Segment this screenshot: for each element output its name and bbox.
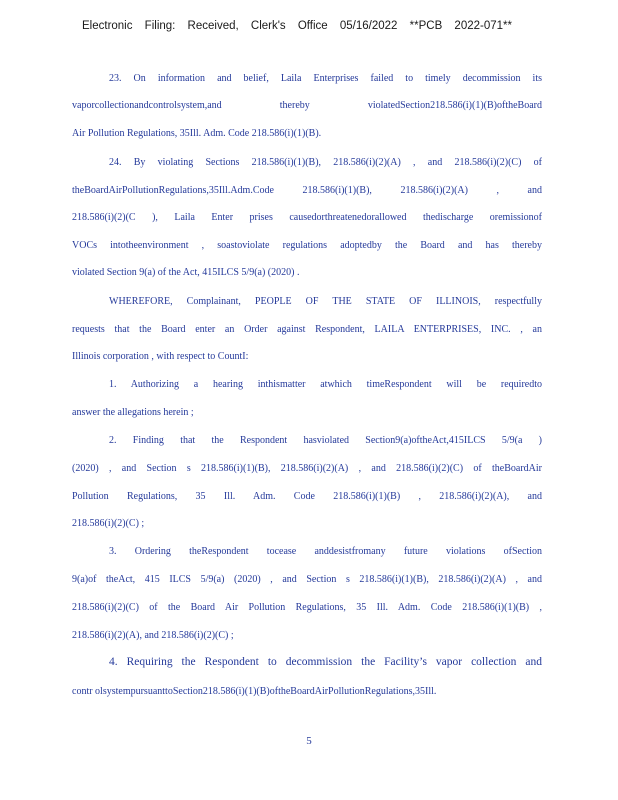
relief-item-3-line-3: 218.586(i)(2)(C) of the Board Air Pollution Regulations, 35 Ill. Adm. Code 218.586(i)(1)(B) , <box>72 602 542 613</box>
paragraph-24-line-3: 218.586(i)(2)(C ), Laila Enter prises causedorthreatenedorallowed thedischarge oremissionof <box>72 212 542 223</box>
relief-item-2-line-3: Pollution Regulations, 35 Ill. Adm. Code 218.586(i)(1)(B) , 218.586(i)(2)(A), and <box>72 491 542 502</box>
filing-stamp-header: Electronic Filing: Received, Clerk's Office 05/16/2022 **PCB 2022-071** <box>82 20 512 32</box>
relief-item-2-line-1: 2. Finding that the Respondent hasviolated Section9(a)oftheAct,415ILCS 5/9(a ) <box>109 435 542 446</box>
relief-item-3-line-2: 9(a)of theAct, 415 ILCS 5/9(a) (2020) , and Section s 218.586(i)(1)(B), 218.586(i)(2)(A) , and <box>72 574 542 585</box>
paragraph-24-line-5: violated Section 9(a) of the Act, 415ILCS 5/9(a) (2020) . <box>72 267 300 278</box>
paragraph-23-line-1: 23. On information and belief, Laila Enterprises failed to timely decommission its <box>109 73 542 84</box>
paragraph-24-line-1: 24. By violating Sections 218.586(i)(1)(B), 218.586(i)(2)(A) , and 218.586(i)(2)(C) of <box>109 157 542 168</box>
page-number: 5 <box>306 735 312 747</box>
relief-item-4-line-1: 4. Requiring the Respondent to decommission the Facility’s vapor collection and <box>109 656 542 668</box>
wherefore-line-3: Illinois corporation , with respect to CountI: <box>72 351 249 362</box>
paragraph-23-line-3: Air Pollution Regulations, 35Ill. Adm. Code 218.586(i)(1)(B). <box>72 128 322 139</box>
relief-item-3-line-1: 3. Ordering theRespondent tocease anddesistfromany future violations ofSection <box>109 546 542 557</box>
paragraph-24-line-2: theBoardAirPollutionRegulations,35Ill.Adm.Code 218.586(i)(1)(B), 218.586(i)(2)(A) , and <box>72 185 542 196</box>
wherefore-line-2: requests that the Board enter an Order against Respondent, LAILA ENTERPRISES, INC. , an <box>72 324 542 335</box>
paragraph-23-line-2: vaporcollectionandcontrolsystem,and thereby violatedSection218.586(i)(1)(B)oftheBoard <box>72 100 542 111</box>
relief-item-1-line-2: answer the allegations herein ; <box>72 407 194 418</box>
relief-item-3-line-4: 218.586(i)(2)(A), and 218.586(i)(2)(C) ; <box>72 630 234 641</box>
relief-item-2-line-2: (2020) , and Section s 218.586(i)(1)(B), 218.586(i)(2)(A) , and 218.586(i)(2)(C) of theBoardAir <box>72 463 542 474</box>
relief-item-1-line-1: 1. Authorizing a hearing inthismatter atwhich timeRespondent will be requiredto <box>109 379 542 390</box>
relief-item-4-line-2: contr olsystempursuanttoSection218.586(i)(1)(B)oftheBoardAirPollutionRegulations,35Ill. <box>72 686 437 697</box>
paragraph-24-line-4: VOCs intotheenvironment , soastoviolate regulations adoptedby the Board and has thereby <box>72 240 542 251</box>
relief-item-2-line-4: 218.586(i)(2)(C) ; <box>72 518 145 529</box>
wherefore-line-1: WHEREFORE, Complainant, PEOPLE OF THE STATE OF ILLINOIS, respectfully <box>109 296 542 307</box>
